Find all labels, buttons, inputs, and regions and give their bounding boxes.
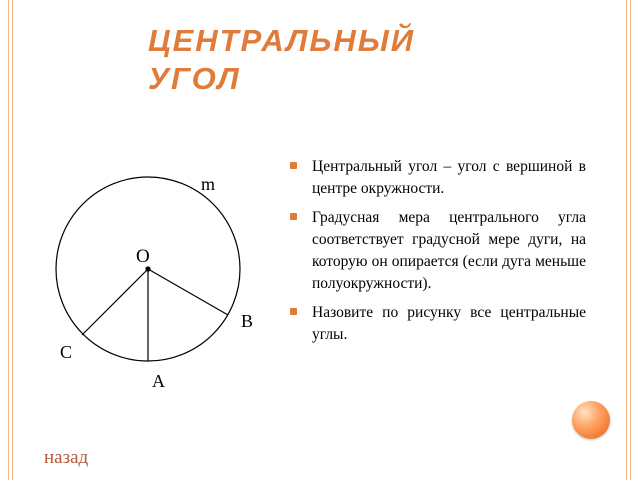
title-line-1: ЦЕНТРАЛЬНЫЙ <box>148 23 416 58</box>
bullet-item <box>289 207 586 295</box>
bullet-list <box>289 156 586 353</box>
point-a-label: A <box>152 371 165 391</box>
arc-label: m <box>201 174 216 194</box>
bullet-text: Центральный угол – угол с вершиной в центре окружности. <box>312 158 586 197</box>
bullet-marker <box>290 213 297 220</box>
bullet-text: Назовите по рисунку все центральные углы. <box>312 304 586 343</box>
back-link[interactable]: назад <box>44 447 89 468</box>
title-line-2: УГОЛ <box>148 61 241 96</box>
bullet-marker <box>290 308 297 315</box>
bullet-item <box>289 156 586 200</box>
radius-ob <box>148 269 228 315</box>
center-label: O <box>136 246 150 267</box>
center-point <box>145 266 150 271</box>
nav-circle-button[interactable] <box>572 401 610 439</box>
radius-oc <box>82 269 148 335</box>
point-c-label: C <box>60 342 73 362</box>
bullet-text: Градусная мера центрального угла соответствует градусной мере дуги, на которую он опирается (если дуга меньше полуокружности). <box>312 209 586 292</box>
bullet-item <box>289 302 586 346</box>
point-b-label: B <box>241 311 254 331</box>
bullet-marker <box>290 162 297 169</box>
